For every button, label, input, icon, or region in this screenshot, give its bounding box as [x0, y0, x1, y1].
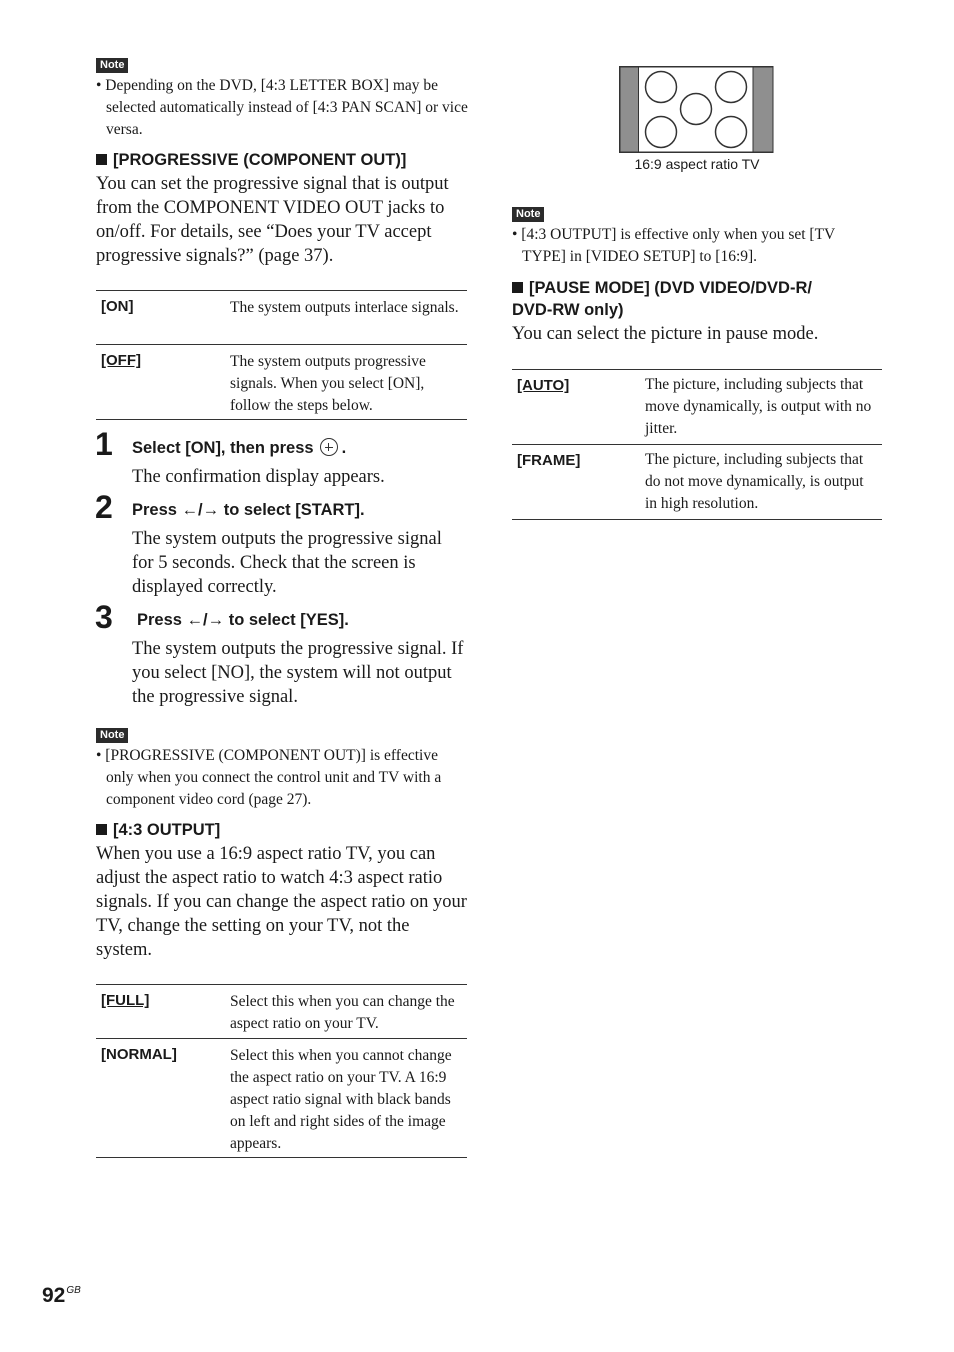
- option-key: [FULL]: [101, 992, 150, 1009]
- option-key: [AUTO]: [517, 377, 570, 394]
- option-value: Select this when you cannot change the aspect ratio on your TV. A 16:9 aspect ratio signal with black bands on left and right sides of the image appears.: [230, 1047, 452, 1152]
- output43-heading: [4:3 OUTPUT]: [96, 819, 476, 841]
- step-body: The system outputs the progressive signal. If you select [NO], the system will not output the progressive signal.: [132, 639, 464, 707]
- note-badge: Note: [96, 728, 128, 743]
- note-badge: Note: [96, 58, 128, 73]
- step-body: The confirmation display appears.: [132, 467, 385, 487]
- option-value: The system outputs interlace signals.: [230, 299, 459, 316]
- table-row: [512, 445, 882, 520]
- table-row: [96, 291, 467, 345]
- step-number: 1: [95, 426, 113, 462]
- note-text: • [4:3 OUTPUT] is effective only when you set [TV TYPE] in [VIDEO SETUP] to [16:9].: [512, 226, 835, 265]
- enter-icon: [320, 438, 338, 456]
- table-row: [96, 1039, 467, 1158]
- figure-caption: 16:9 aspect ratio TV: [634, 156, 760, 172]
- page-number: $92^{GB}$: [42, 1284, 81, 1307]
- output43-body: When you use a 16:9 aspect ratio TV, you can adjust the aspect ratio to watch 4:3 aspect ratio signals. If you can change the aspect ratio on your TV, change the setting on your TV, not the system.: [96, 844, 467, 960]
- step-body: The system outputs the progressive signal for 5 seconds. Check that the screen is displayed correctly.: [132, 529, 442, 597]
- pause-mode-heading: [PAUSE MODE] (DVD VIDEO/DVD-R/ DVD-RW only): [512, 279, 812, 319]
- progressive-heading: [PROGRESSIVE (COMPONENT OUT)]: [96, 149, 476, 171]
- option-value: The picture, including subjects that do not move dynamically, is output in high resolution.: [645, 451, 864, 512]
- step-heading: Press ←/→ to select [YES].: [137, 611, 349, 629]
- pause-mode-body: You can select the picture in pause mode.: [512, 324, 819, 344]
- note-badge: Note: [512, 207, 544, 222]
- note-1: [96, 55, 468, 141]
- table-row: [96, 985, 467, 1039]
- progressive-table: [96, 290, 467, 420]
- note-text: • [PROGRESSIVE (COMPONENT OUT)] is effective only when you connect the control unit and TV with a component video cord (page 27).: [96, 747, 442, 808]
- output43-table: [96, 984, 467, 1158]
- option-key: [NORMAL]: [101, 1046, 177, 1063]
- option-key: [ON]: [101, 298, 134, 315]
- table-row: [512, 370, 882, 445]
- option-key: [OFF]: [101, 352, 141, 369]
- pause-mode-table: [512, 369, 882, 520]
- option-value: The picture, including subjects that move dynamically, is output with no jitter.: [645, 376, 872, 437]
- aspect-ratio-tv-illustration: [619, 66, 775, 154]
- progressive-body: You can set the progressive signal that is output from the COMPONENT VIDEO OUT jacks to on/off. For details, see “Does your TV accept progressive signals?” (page 37).: [96, 174, 449, 266]
- square-bullet-icon: [96, 824, 107, 835]
- option-key: [FRAME]: [517, 452, 581, 469]
- note-3: [512, 204, 882, 268]
- step-number: 2: [95, 489, 113, 525]
- note-2: [96, 725, 468, 811]
- option-value: Select this when you can change the aspect ratio on your TV.: [230, 993, 455, 1032]
- note-text: • Depending on the DVD, [4:3 LETTER BOX] may be selected automatically instead of [4:3 PAN SCAN] or vice versa.: [96, 77, 468, 138]
- square-bullet-icon: [512, 282, 523, 293]
- option-value: The system outputs progressive signals. When you select [ON], follow the steps below.: [230, 353, 426, 414]
- square-bullet-icon: [96, 154, 107, 165]
- step-number: 3: [95, 599, 113, 635]
- table-row: [96, 345, 467, 420]
- step-heading: Press ←/→ to select [START].: [132, 501, 365, 519]
- step-heading: Select [ON], then press .: [132, 439, 347, 457]
